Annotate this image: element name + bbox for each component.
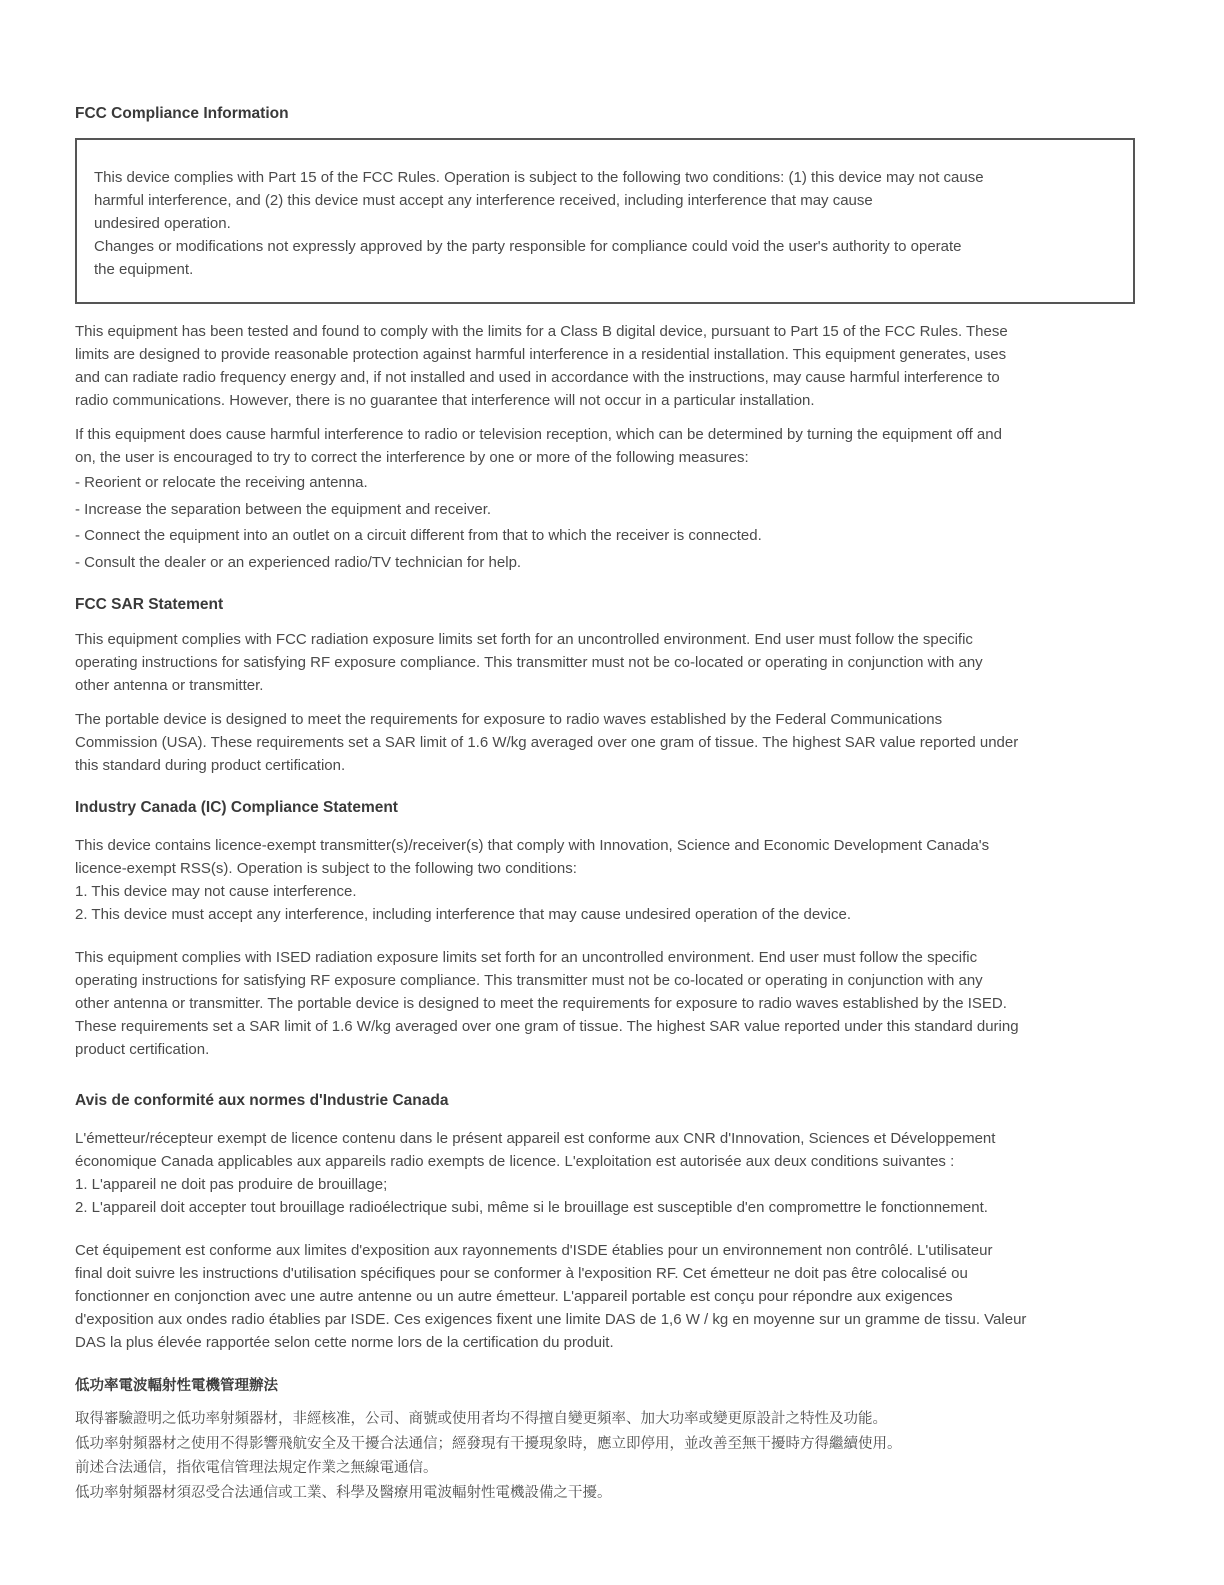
box-line: harmful interference, and (2) this device must accept any interference received, including interference that may cause [94,192,873,209]
paragraph-line: The portable device is designed to meet the requirements for exposure to radio waves established by the Federal Communications [75,711,943,728]
taiwan-paragraph [75,1407,1135,1505]
avis-paragraph-2 [75,1239,1135,1354]
box-line: Changes or modifications not expressly approved by the party responsible for compliance could void the user's authority to operate [94,238,962,255]
fcc-sar-paragraph-1 [75,628,1135,697]
paragraph-line: operating instructions for satisfying RF exposure compliance. This transmitter must not be co-located or operating in conjunction with any [75,654,983,671]
paragraph-line: This equipment complies with FCC radiation exposure limits set forth for an uncontrolled environment. End user must follow the specific [75,631,973,648]
paragraph-line: other antenna or transmitter. [75,677,264,694]
taiwan-heading: 低功率電波輻射性電機管理辦法 [75,1378,278,1394]
paragraph-line: product certification. [75,1041,210,1058]
paragraph-line: This equipment has been tested and found to comply with the limits for a Class B digital device, pursuant to Part 15 of the FCC Rules. These [75,323,1008,340]
paragraph-line: final doit suivre les instructions d'utilisation spécifiques pour se conformer à l'exposition RF. Cet émetteur ne doit pas être colocalisé ou [75,1265,968,1282]
box-line: undesired operation. [94,215,231,232]
paragraph-line: fonctionner en conjonction avec une autre antenne ou un autre émetteur. L'appareil portable est conçu pour répondre aux exigences [75,1288,953,1305]
box-line: the equipment. [94,261,194,278]
avis-heading: Avis de conformité aux normes d'Industrie Canada [75,1092,449,1109]
paragraph-line: d'exposition aux ondes radio établies par ISDE. Ces exigences fixent une limite DAS de 1,6 W / kg en moyenne sur un gramme de tissu. Valeur [75,1311,1027,1328]
list-item: - Reorient or relocate the receiving antenna. [75,474,368,491]
ic-paragraph-1 [75,834,1135,926]
measures-intro-paragraph [75,423,1135,469]
paragraph-line: operating instructions for satisfying RF exposure compliance. This transmitter must not be co-located or operating in conjunction with any [75,972,983,989]
paragraph-line: 1. This device may not cause interference. [75,883,357,900]
list-item: - Consult the dealer or an experienced radio/TV technician for help. [75,553,522,571]
fcc-compliance-box-text [94,166,1114,281]
paragraph-line: 2. This device must accept any interference, including interference that may cause undesired operation of the device. [75,906,852,923]
paragraph-line: 取得審驗證明之低功率射頻器材，非經核准，公司、商號或使用者均不得擅自變更頻率、加大功率或變更原設計之特性及功能。 [75,1411,887,1427]
paragraph-line: L'émetteur/récepteur exempt de licence contenu dans le présent appareil est conforme aux CNR d'Innovation, Sciences et Développement [75,1130,996,1147]
list-item: - Connect the equipment into an outlet on a circuit different from that to which the receiver is connected. [75,527,762,544]
paragraph-line: limits are designed to provide reasonable protection against harmful interference in a residential installation. This equipment generates, uses [75,346,1007,363]
paragraph-line: 低功率射頻器材須忍受合法通信或工業、科學及醫療用電波輻射性電機設備之干擾。 [75,1484,612,1501]
class-b-paragraph [75,320,1135,412]
paragraph-line: Commission (USA). These requirements set a SAR limit of 1.6 W/kg averaged over one gram of tissue. The highest SAR value reported under [75,734,1019,751]
paragraph-line: This equipment complies with ISED radiation exposure limits set forth for an uncontrolled environment. End user must follow the specific [75,949,978,966]
measures-list [75,470,1135,576]
ic-paragraph-2 [75,946,1135,1061]
fcc-sar-paragraph-2 [75,708,1135,777]
paragraph-line: other antenna or transmitter. The portable device is designed to meet the requirements for exposure to radio waves established by the ISED. [75,995,1007,1012]
paragraph-line: on, the user is encouraged to try to correct the interference by one or more of the following measures: [75,449,749,466]
paragraph-line: this standard during product certification. [75,757,346,774]
paragraph-line: 2. L'appareil doit accepter tout brouillage radioélectrique subi, même si le brouillage est susceptible d'en compromettre le fonctionnement. [75,1199,988,1216]
list-item: - Increase the separation between the equipment and receiver. [75,500,492,518]
paragraph-line: licence-exempt RSS(s). Operation is subject to the following two conditions: [75,860,577,877]
avis-paragraph-1 [75,1127,1135,1219]
paragraph-line: 低功率射頻器材之使用不得影響飛航安全及干擾合法通信；經發現有干擾現象時，應立即停用，並改善至無干擾時方得繼續使用。 [75,1435,902,1452]
paragraph-line: This device contains licence-exempt transmitter(s)/receiver(s) that comply with Innovation, Science and Economic Development Canada's [75,837,990,854]
fcc-sar-heading: FCC SAR Statement [75,596,224,613]
paragraph-line: If this equipment does cause harmful interference to radio or television reception, which can be determined by turning the equipment off and [75,426,1002,443]
paragraph-line: 前述合法通信，指依電信管理法規定作業之無線電通信。 [75,1460,438,1476]
paragraph-line: and can radiate radio frequency energy and, if not installed and used in accordance with the instructions, may cause harmful interference to [75,369,1000,386]
fcc-compliance-box [75,138,1135,304]
box-line: This device complies with Part 15 of the FCC Rules. Operation is subject to the following two conditions: (1) this device may not cause [94,169,984,186]
paragraph-line: DAS la plus élevée rapportée selon cette norme lors de la certification du produit. [75,1334,614,1351]
fcc-compliance-heading: FCC Compliance Information [75,105,289,122]
paragraph-line: Cet équipement est conforme aux limites d'exposition aux rayonnements d'ISDE établies pour un environnement non contrôlé. L'utilisateur [75,1242,993,1259]
ic-heading: Industry Canada (IC) Compliance Statement [75,799,398,816]
paragraph-line: radio communications. However, there is no guarantee that interference will not occur in a particular installation. [75,392,815,409]
paragraph-line: économique Canada applicables aux appareils radio exempts de licence. L'exploitation est autorisée aux deux conditions suivantes : [75,1153,955,1170]
paragraph-line: These requirements set a SAR limit of 1.6 W/kg averaged over one gram of tissue. The highest SAR value reported under this standard during [75,1018,1019,1035]
paragraph-line: 1. L'appareil ne doit pas produire de brouillage; [75,1176,388,1193]
